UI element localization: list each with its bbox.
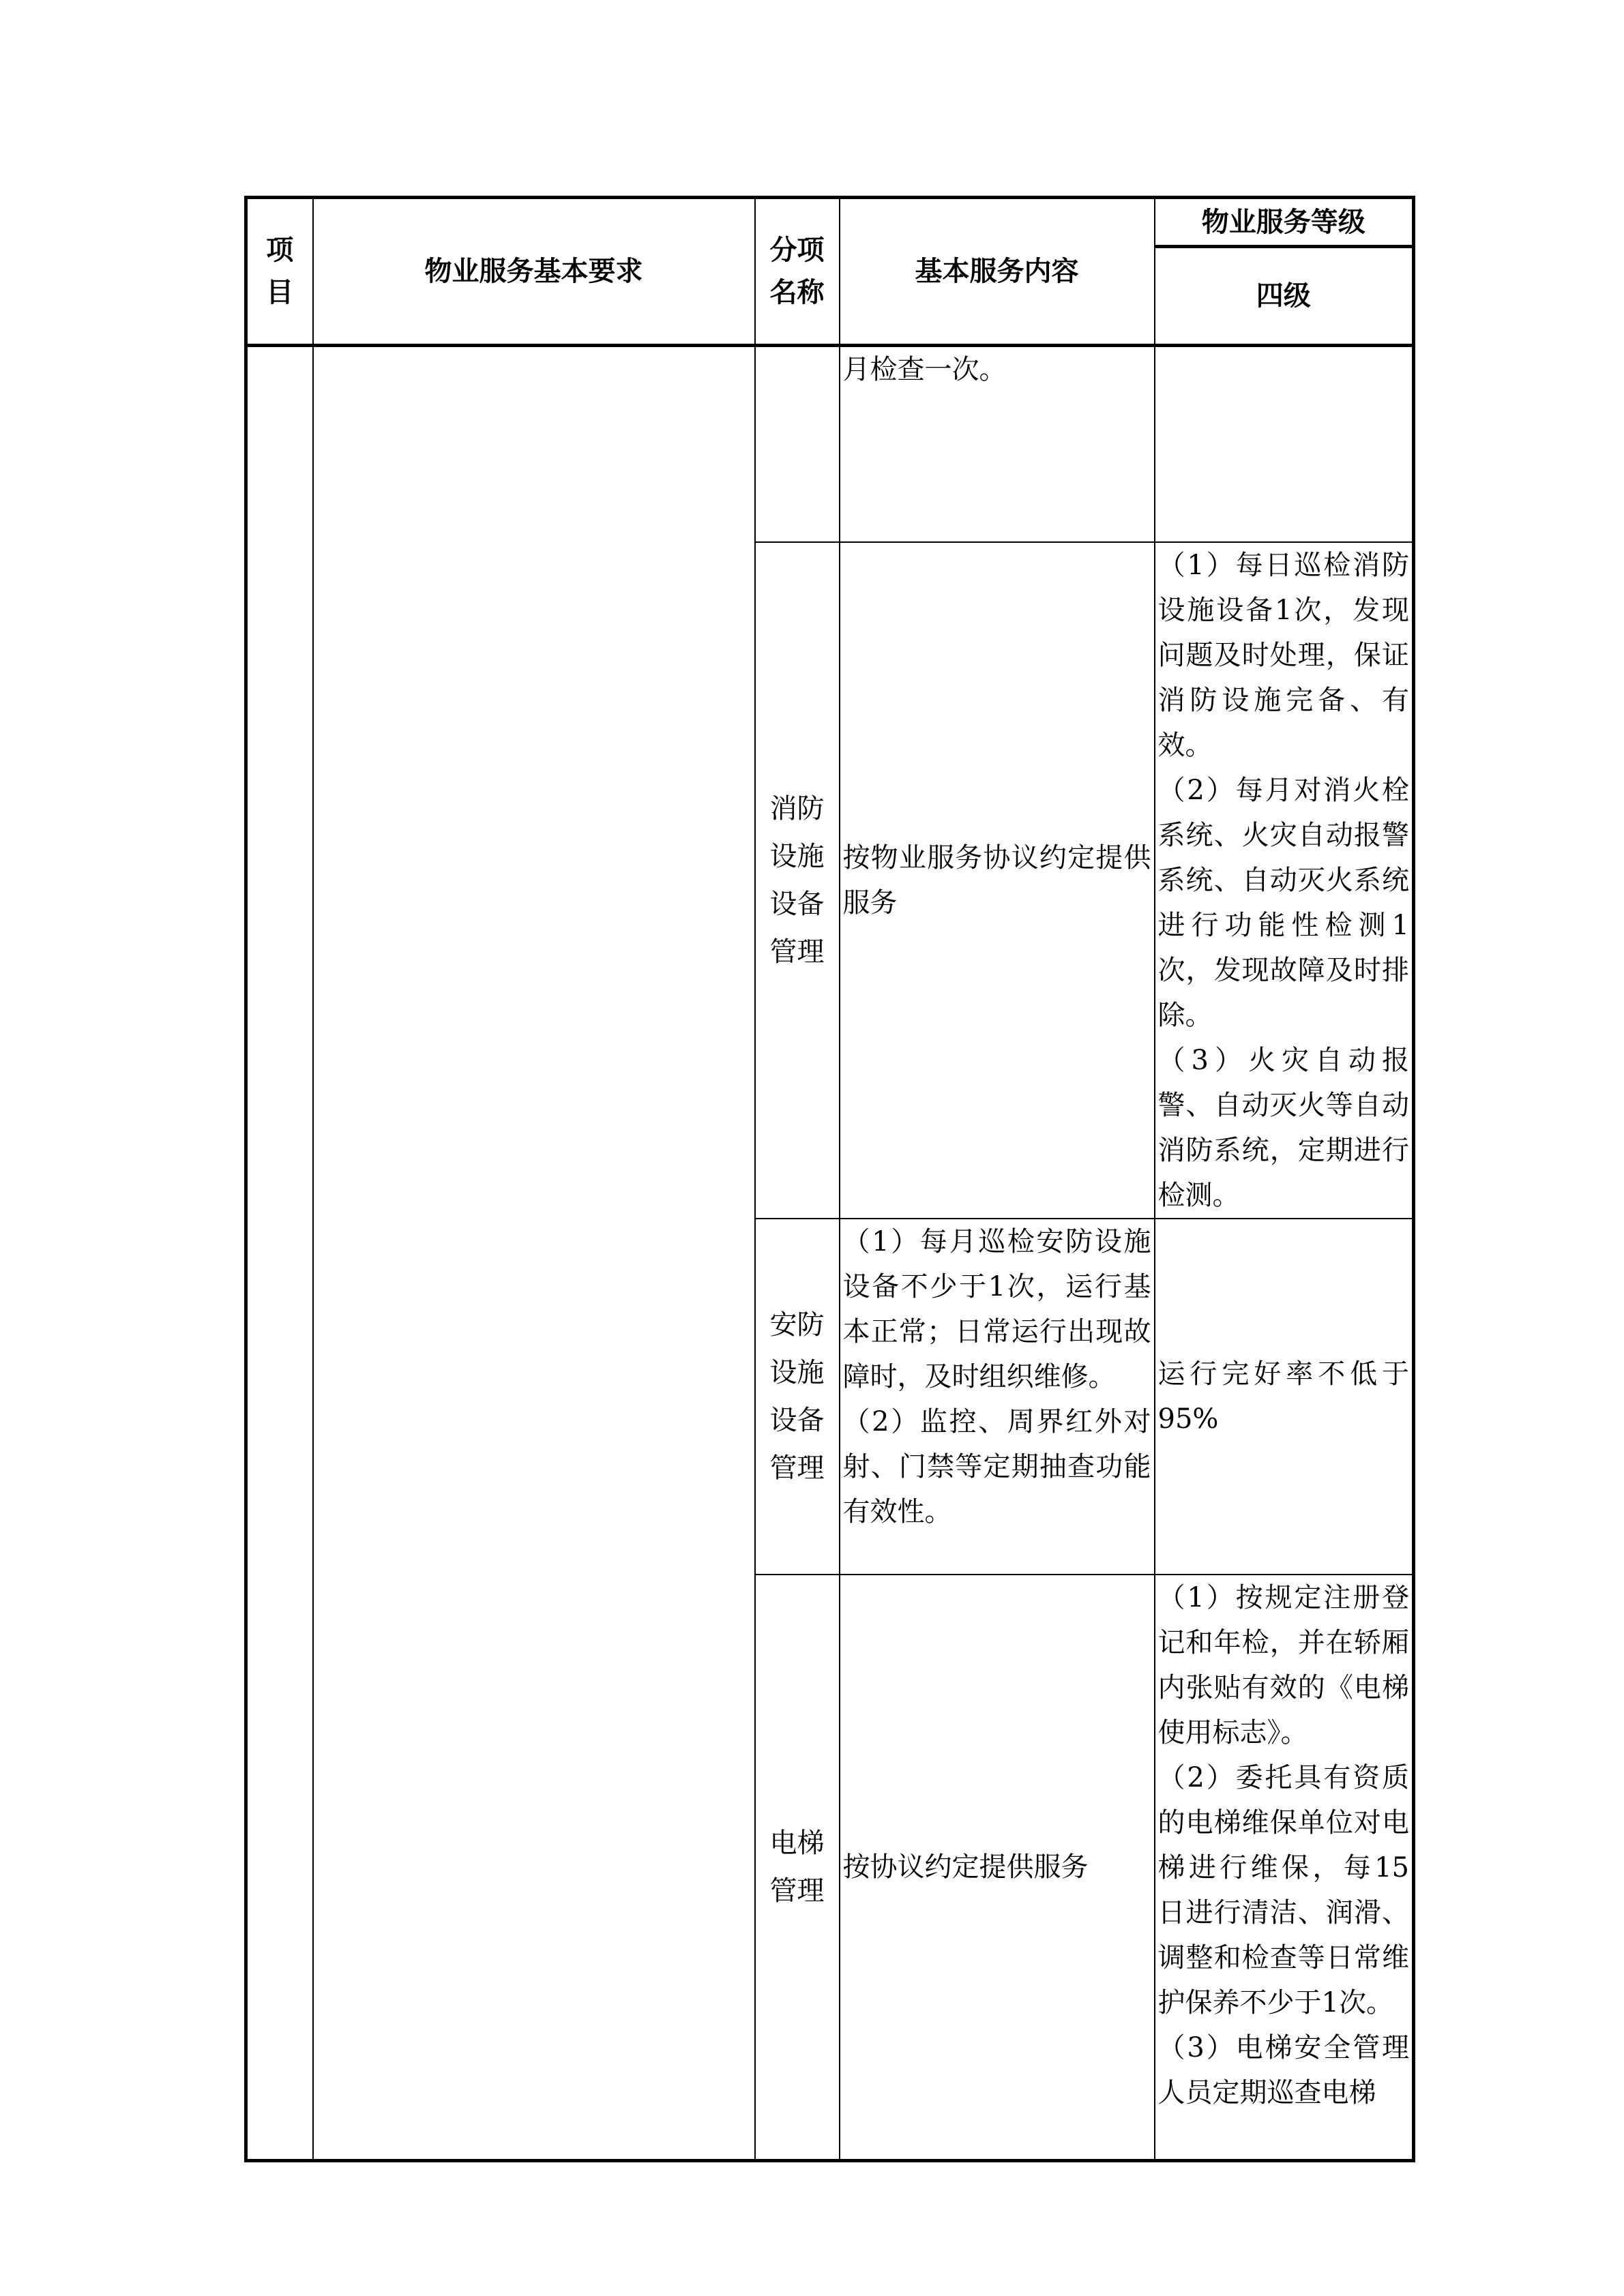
header-basic-requirements: 物业服务基本要求	[313, 198, 755, 346]
content-cell	[840, 1219, 1155, 1575]
sub-name-cell: 安防 设施 设备 管理	[755, 1219, 840, 1575]
content-text: 按物业服务协议约定提供服务	[842, 841, 1151, 919]
level-cell	[1155, 1575, 1414, 2161]
sub-name-cell	[755, 346, 840, 542]
content-cell	[840, 542, 1155, 1219]
level-text: （2）每月对消火栓系统、火灾自动报警系统、自动灭火系统进行功能性检测1次，发现故障及时排除。	[1157, 774, 1409, 1031]
level-cell	[1155, 346, 1414, 542]
sub-name-cell: 电梯 管理	[755, 1575, 840, 2161]
level-text: （1）每日巡检消防设施设备1次，发现问题及时处理，保证消防设施完备、有效。	[1157, 549, 1409, 761]
service-standard-table	[244, 196, 1415, 2162]
content-cell	[840, 346, 1155, 542]
header-level-four: 四级	[1155, 247, 1414, 346]
item-cell	[246, 346, 313, 2161]
header-sub-name: 分项 名称	[755, 198, 840, 346]
table-row	[246, 346, 1414, 542]
header-item: 项 目	[246, 198, 313, 346]
sub-name-cell: 消防 设施 设备 管理	[755, 542, 840, 1219]
header-basic-content: 基本服务内容	[840, 198, 1155, 346]
level-text: 运行完好率不低于95%	[1157, 1358, 1409, 1435]
header-service-level: 物业服务等级	[1155, 198, 1414, 247]
content-text: （1）每月巡检安防设施设备不少于1次，运行基本正常；日常运行出现故障时，及时组织维修。	[842, 1225, 1151, 1392]
level-cell	[1155, 1219, 1414, 1575]
content-text: （2）监控、周界红外对射、门禁等定期抽查功能有效性。	[842, 1405, 1151, 1527]
level-cell	[1155, 542, 1414, 1219]
level-text: （3）电梯安全管理人员定期巡查电梯	[1157, 2031, 1409, 2108]
level-text: （3）火灾自动报警、自动灭火等自动消防系统，定期进行检测。	[1157, 1044, 1409, 1211]
header-row-top	[246, 198, 1414, 247]
level-text: （1）按规定注册登记和年检，并在轿厢内张贴有效的《电梯使用标志》。	[1157, 1581, 1409, 1748]
content-text: 按协议约定提供服务	[842, 1851, 1089, 1883]
content-text: 月检查一次。	[842, 354, 1007, 385]
level-text: （2）委托具有资质的电梯维保单位对电梯进行维保，每15日进行清洁、润滑、调整和检查等日常维护保养不少于1次。	[1157, 1761, 1409, 2018]
basic-requirements-cell	[313, 346, 755, 2161]
content-cell	[840, 1575, 1155, 2161]
